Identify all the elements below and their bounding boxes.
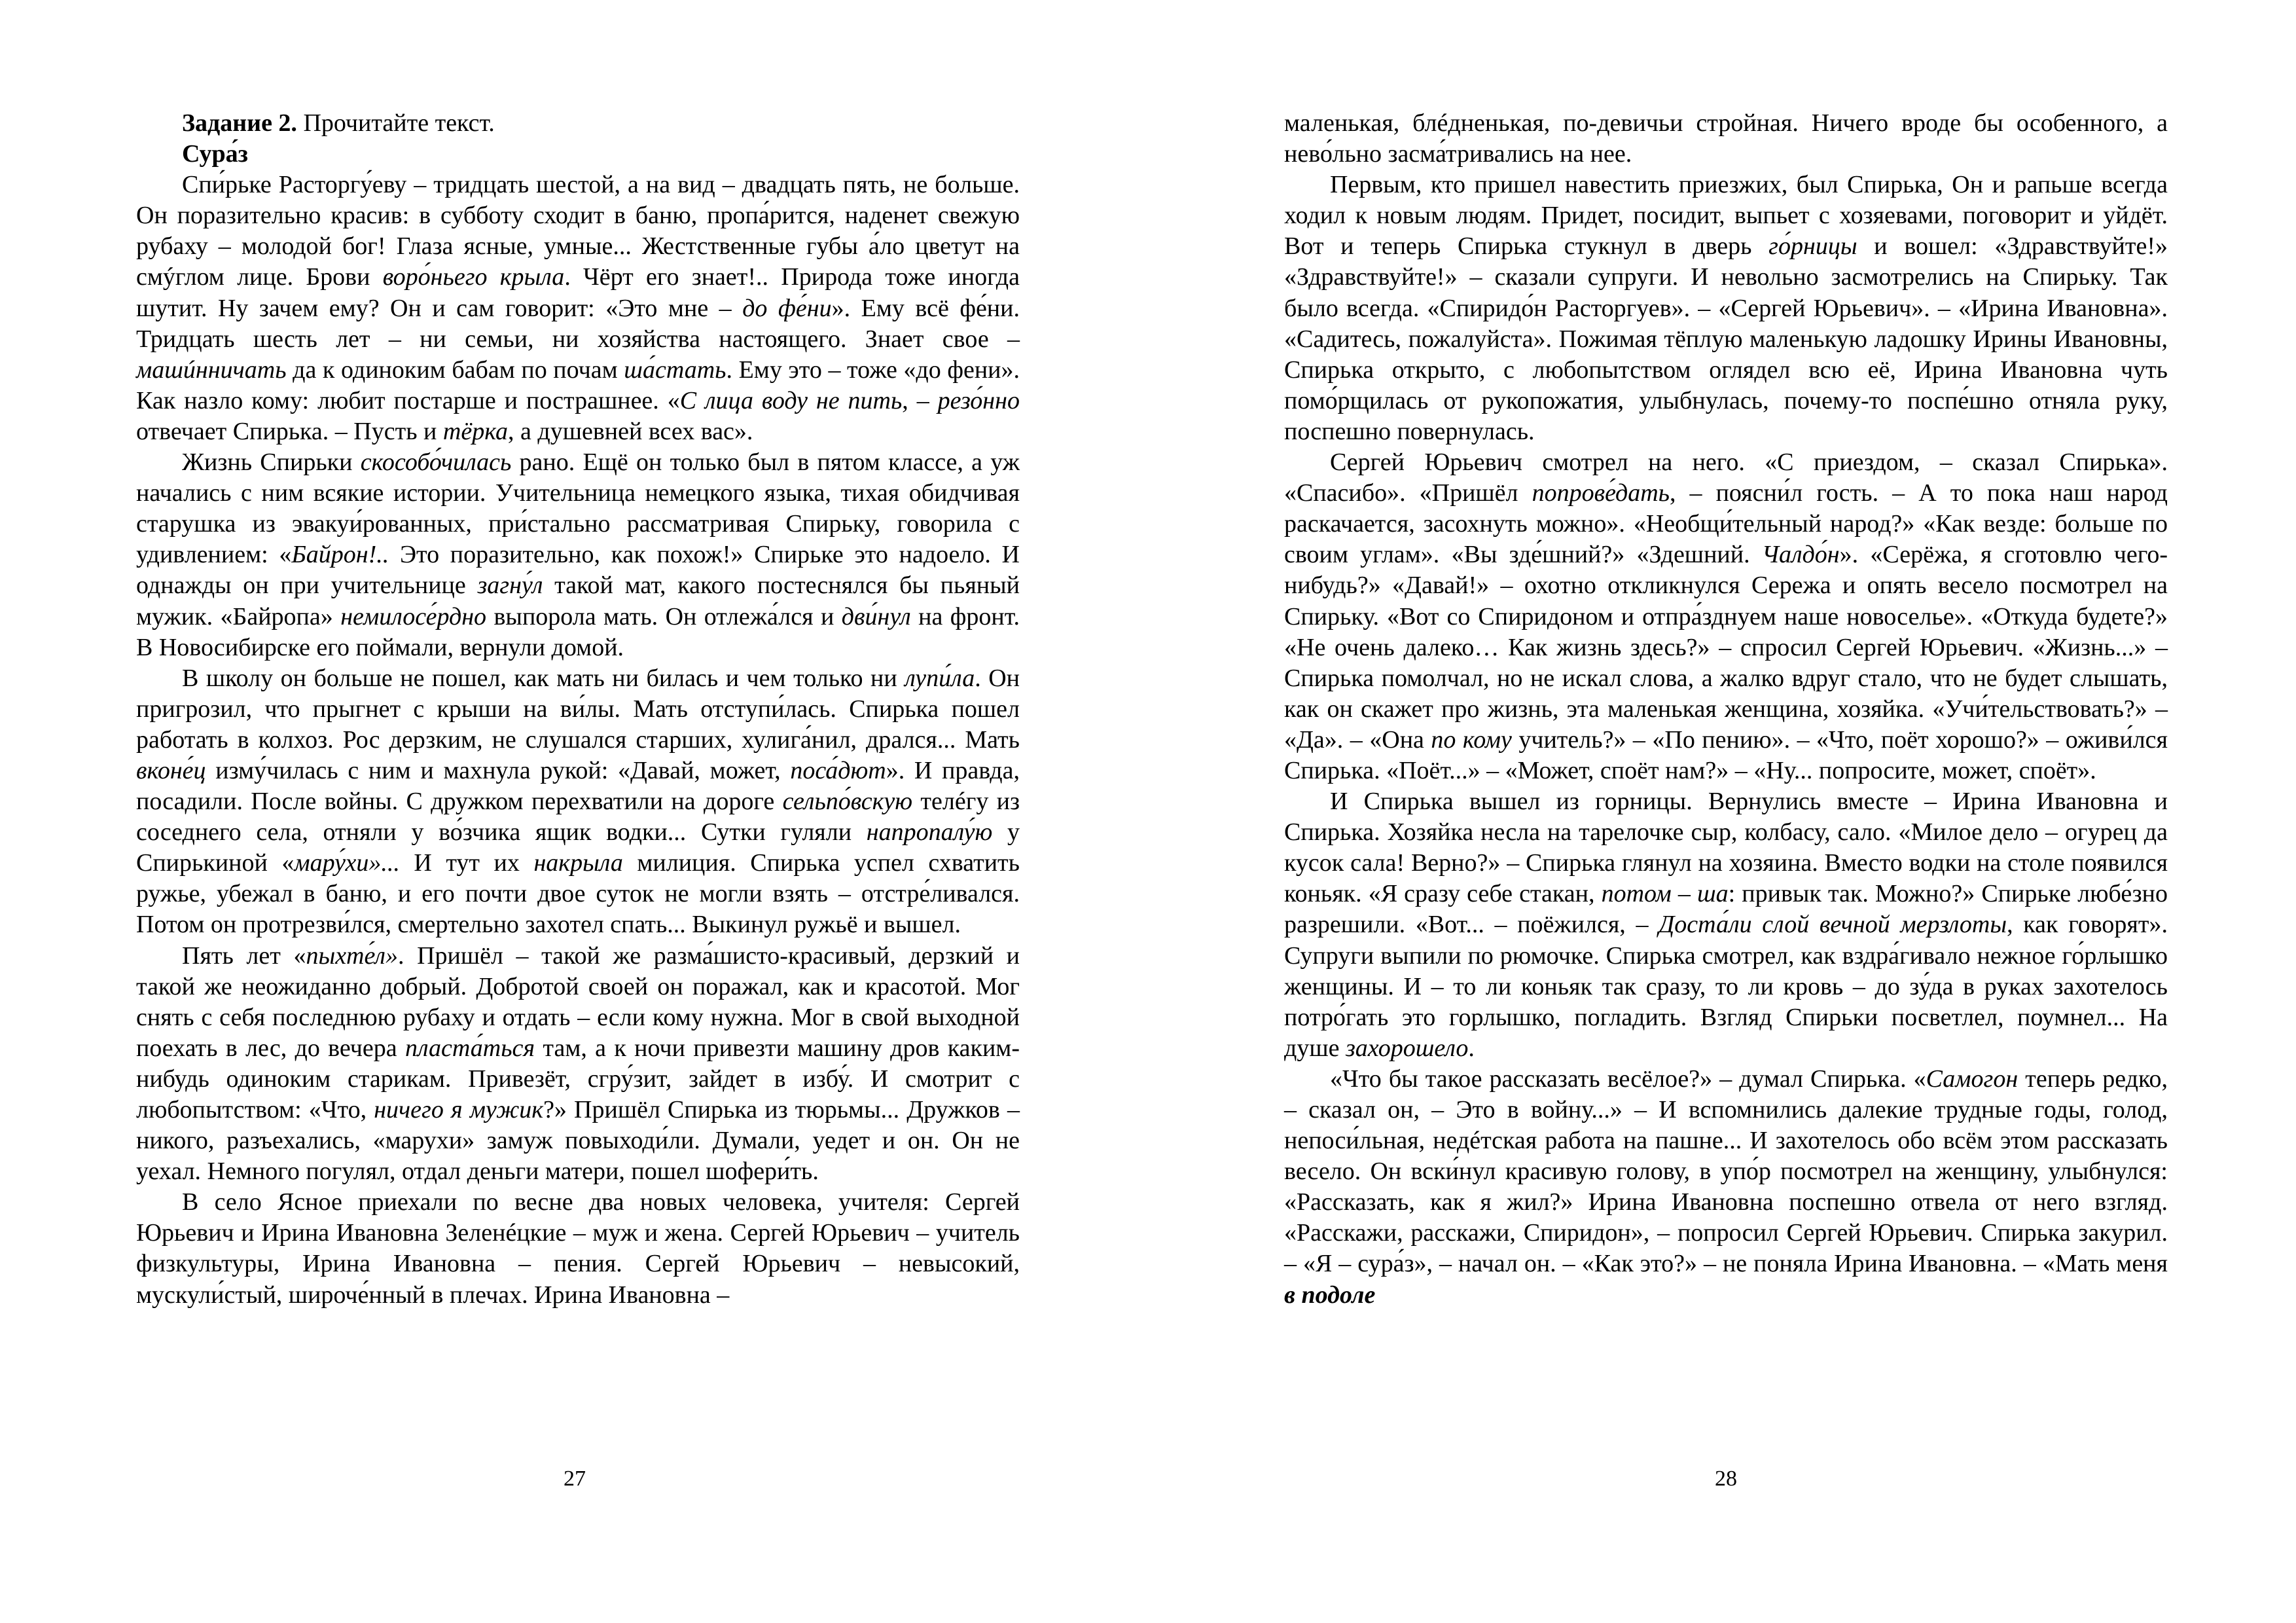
text-run: В школу он больше не пошел, как мать ни билась и чем только ни [182,664,905,692]
emphasized-word: Байрон!.. [291,541,389,569]
text-run: . Чёрт его знает!.. Природа тоже иногда шутит. Ну зачем ему? Он и сам говорит: «Это мне – [136,263,1020,322]
task-heading [136,108,1020,139]
emphasized-word: поса́дют [790,756,886,784]
emphasized-word: до фе́ни [742,294,832,322]
paragraph [136,663,1020,941]
emphasized-word: машúнничать [136,356,287,384]
emphasized-word: Чалдо́н [1761,541,1840,569]
text-run: «Что бы такое рассказать весёлое?» – думал Спирька. « [1330,1065,1926,1093]
emphasized-word: го́рницы [1768,232,1857,261]
paragraph [136,941,1020,1188]
emphasized-word: Самогон [1926,1065,2018,1093]
text-run: и вошел: «Здравствуйте!» «Здравствуйте!» – сказали супруги. И невольно засмотрелись на Спирьку. Так было всегда. «Спиридо́н Расторгуев». – «Сергей Юрьевич». – «Ирина Ивановна». «Садитесь, пожалуйста». Пожимая тёплую маленькую ладошку Ирины Ивановны, Спирька открыто, с любопытством оглядел всю её, Ирина Ивановна чуть помо́рщилась от рукопожатия, улыбнулась, почему-то поспе́шно отняла руку, поспешно повернулась. [1284,232,2168,445]
paragraph [1284,108,2168,170]
text-run: на фронт. В Новосибирске его поймали, вернули домой. [136,602,1020,661]
paragraph [1284,1064,2168,1311]
emphasized-word: захорошело [1345,1034,1469,1062]
text-run: Спи́рьке Расторгу́еву – тридцать шестой, а на вид – двадцать пять, не больше. Он поразительно красив: в субботу сходит в баню, пропа́рится, наденет свежую рубаху – молодой бог! Глаза ясные, умные... Жестственные губы а́ло цветут на смýглом лице. Брови [136,171,1020,291]
text-run: такой мат, какого постеснялся бы пьяный мужик. «Байропа» [136,572,1020,630]
text-run: телéгу из соседнего села, отняли у во́зчика ящик водки... Сутки гуляли [136,788,1020,847]
emphasized-word: по кому [1431,725,1512,754]
emphasized-word: немилосе́рдно [340,602,487,630]
right-page [1284,108,2168,1311]
text-run: И Спирька вышел из горницы. Вернулись вместе – Ирина Ивановна и Спирька. Хозяйка несла на тарелочке сыр, колбасу, сало. «Милое дело – огурец да кусок сала! Верно?» – Спирька глянул на хозяина. Вместо водки на столе появился коньяк. «Я сразу себе стакан, [1284,788,2168,908]
task-instruction: Прочитайте текст. [296,109,495,137]
text-run: : привык так. Можно?» Спирьке любе́зно разрешили. «Вот... – поёжился, – [1284,880,2168,939]
emphasized-word: ша́стать [624,356,726,384]
emphasized-word: С лица воду не пить [679,386,903,414]
emphasized-word: загну́л [477,572,543,600]
story-title: Сура́з [182,140,248,168]
text-run: учитель?» – «По пению». – «Что, поёт хорошо?» – оживи́лся Спирька. «Поёт...» – «Может, споёт нам?» – «Ну... попросите, может, споёт». [1284,725,2168,784]
paragraph [1284,447,2168,786]
emphasized-word: пыхте́л» [306,941,398,970]
text-run: Это поразительно, как похож!» Спирьке это надоело. И однажды он при учительнице [136,541,1020,600]
page-number-right: 28 [1715,1467,1737,1491]
text-run: . Он пригрозил, что прыгнет с крыши на ви́лы. Мать отступи́лась. Спирька пошел работать в колхоз. Рос дерзким, не слушался старших, хулига́нил, дрался... Мать [136,664,1020,754]
text-run: , как говорят». Супруги выпили по рюмочке. Спирька смотрел, как вздра́гивало нежное го́рлышко женщины. И – то ли коньяк так сразу, то ли кровь – до зу́да в руках захотелось потро́гать это горлышко, погладить. Взгляд Спирьки посветлел, поумнел... На душе [1284,911,2168,1062]
text-run: . [1468,1034,1475,1062]
text-run: ». И правда, посадили. После войны. С дружком перехватили на дороге [136,756,1020,816]
emphasized-word: в подоле [1284,1281,1376,1309]
text-run: , – поясни́л гость. – А то пока наш народ раскачается, засохнуть можно». «Необщи́тельный народ?» «Как везде: больше по своим углам». «Вы зде́шний?» «Здешний. [1284,479,2168,569]
emphasized-word: попрове́дать [1532,479,1670,507]
emphasized-word: потом – ша [1601,880,1729,908]
page-number-left: 27 [564,1467,586,1491]
text-run: теперь редко, – сказал он, – Это в войну...» – И вспомнились далекие трудные годы, голод, непоси́льная, недéтская работа на пашне... И захотелось обо всём этом рассказать весело. Он вски́нул красивую голову, в упо́р посмотрел на женщину, улыбнулся: «Рассказать, как я жил?» Ирина Ивановна поспешно отвела от него взгляд. «Расскажи, расскажи, Спиридон», – попросил Сергей Юрьевич. Спирька закурил. – «Я – сура́з», – начал он. – «Как это?» – не поняла Ирина Ивановна. – «Мать меня [1284,1065,2168,1278]
left-page [136,108,1020,1311]
text-run: . Пришёл – такой же разма́шисто-красивый, дерзкий и такой же неожиданно добрый. Добротой своей он поражал, как и красотой. Мог снять с себя последнюю рубаху и отдать – если кому нужна. Мог в свой выходной поехать в лес, до вечера [136,941,1020,1062]
emphasized-word: лупи́ла [905,664,975,692]
text-run: там, а к ночи привезти машину дров каким-нибудь одиноким старикам. Привезёт, сгру́зит, зайдет в избу́. И смотрит с любопытством: «Что, [136,1034,1020,1123]
text-run: милиция. Спирька успел схватить ружье, убежал в баню, и его почти двое суток не могли взять – отстре́ливался. Потом он протрезви́лся, смертельно захотел спать... Выкинул ружьё и вышел. [136,849,1020,939]
emphasized-word: мару́хи»... [294,849,400,877]
paragraph [1284,786,2168,1064]
task-label: Задание 2. [182,109,297,137]
emphasized-word: вконе́ц [136,756,206,784]
text-run: выпорола мать. Он отлежа́лся и [486,602,842,630]
emphasized-word: пласта́ться [404,1034,535,1062]
left-page-body [136,170,1020,1310]
text-run: изму́чилась с ним и махнула рукой: «Давай, может, [206,756,791,784]
text-run: ». «Серёжа, я сготовлю чего-нибудь?» «Давай!» – охотно откликнулся Сережа и опять весело посмотрел на Спирьку. «Вот со Спиридоном и отпра́зднуем наше новоселье». «Откуда будете?» «Не очень далеко… Как жизнь здесь?» – спросил Сергей Юрьевич. «Жизнь...» – Спирька помолчал, но не искал слова, а жалко вдруг стало, что не будет слышать, как он скажет про жизнь, эта маленькая женщина, хозяйка. «Учи́тельствовать?» – «Да». – «Она [1284,541,2168,754]
text-run: да к одиноким бабам по почам [286,356,624,384]
emphasized-word: скособо́чилась [360,448,512,477]
paragraph [1284,170,2168,447]
emphasized-word: напропалу́ю [866,818,993,847]
text-run: маленькая, блéдненькая, по-девичьи стройная. Ничего вроде бы особенного, а нево́льно засма́тривались на нее. [1284,109,2168,168]
emphasized-word: воро́ньего крыла [382,263,565,291]
text-run: , – [902,386,938,414]
emphasized-word: ничего я мужик [374,1096,544,1123]
text-run: Сергей Юрьевич смотрел на него. «С приездом, – сказал Спирька». «Спасибо». «Пришёл [1284,448,2168,507]
text-run: В село Ясное приехали по весне два новых человека, учителя: Сергей Юрьевич и Ирина Ивановна Зеленéцкие – муж и жена. Сергей Юрьевич – учитель физкультуры, Ирина Ивановна – пения. Сергей Юрьевич – невысокий, мускули́стый, широче́нный в плечах. Ирина Ивановна – [136,1188,1020,1309]
text-run: , а душевней всех вас». [508,417,753,445]
text-run: рано. Ещё он только был в пятом классе, а уж начались с ним всякие истории. Учительница немецкого языка, тихая обидчивая старушка из эвакуи́рованных, при́стально рассматривая Спирьку, говорила с удивлением: « [136,448,1020,569]
text-run: Первым, кто пришел навестить приезжих, был Спирька, Он и рапьше всегда ходил к новым людям. Придет, посидит, выпьет с хозяевами, поговорит и уйдёт. Вот и теперь Спирька стукнул в дверь [1284,171,2168,261]
text-run: ». Ему всё фе́ни. Тридцать шесть лет – ни семьи, ни хозяйства настоящего. Знает свое – [136,294,1020,353]
text-run: ?» Пришёл Спирька из тюрьмы... Дружков – никого, разъехались, «марухи» замуж повыходи́ли. Думали, уедет и он. Он не уехал. Немного погулял, отдал деньги матери, пошел шофери́ть. [136,1096,1020,1186]
text-run: у Спирькиной « [136,818,1020,877]
emphasized-word: накрыла [533,849,623,877]
paragraph [136,170,1020,447]
right-page-body [1284,108,2168,1311]
text-run: И тут их [399,849,534,877]
emphasized-word: дви́нул [841,602,911,630]
paragraph [136,447,1020,663]
emphasized-word: тёрка [442,417,509,445]
text-run: отвечает Спирька. – Пусть и [136,417,443,445]
text-run: Жизнь Спирьки [182,448,361,477]
emphasized-word: Доста́ли слой вечной мерзлоты [1659,911,2007,939]
paragraph [136,1187,1020,1310]
text-run: Пять лет « [182,941,306,970]
text-run: . Ему это – тоже «до фени». Как назло кому: любит постарше и пострашнее. « [136,356,1020,414]
emphasized-word: сельпо́вскую [782,788,913,816]
emphasized-word: резо́нно [937,386,1020,414]
